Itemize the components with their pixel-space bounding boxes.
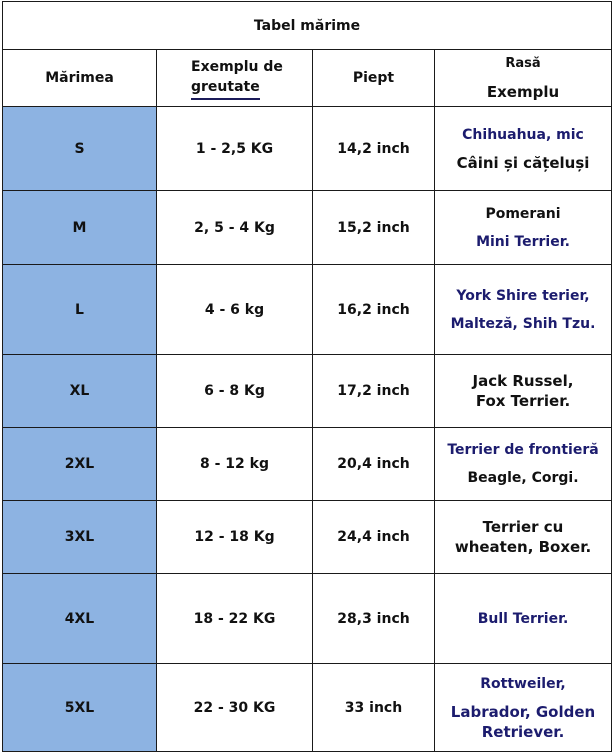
weight-cell: 2, 5 - 4 Kg bbox=[157, 191, 313, 265]
breed-line: Malteză, Shih Tzu. bbox=[450, 315, 596, 332]
header-weight-line2: greutate bbox=[191, 77, 260, 100]
weight-cell: 22 - 30 KG bbox=[157, 664, 313, 752]
size-cell: 5XL bbox=[3, 664, 157, 752]
breed-line: Jack Russel, bbox=[472, 372, 574, 390]
table-row bbox=[3, 428, 612, 501]
chest-cell: 15,2 inch bbox=[313, 191, 435, 265]
size-cell: S bbox=[3, 107, 157, 191]
size-cell: L bbox=[3, 265, 157, 355]
breed-line: Terrier cu bbox=[482, 518, 564, 536]
breed-cell bbox=[435, 428, 612, 501]
header-weight-line1: Exemplu de bbox=[191, 58, 283, 75]
breed-line: Chihuahua, mic bbox=[462, 126, 584, 143]
breed-line: York Shire terier, bbox=[456, 287, 590, 304]
header-size bbox=[3, 50, 157, 107]
chest-cell: 16,2 inch bbox=[313, 265, 435, 355]
breed-line: Retriever. bbox=[481, 722, 565, 741]
chest-cell: 17,2 inch bbox=[313, 355, 435, 428]
weight-cell: 6 - 8 Kg bbox=[157, 355, 313, 428]
breed-line: wheaten, Boxer. bbox=[454, 538, 592, 556]
size-cell: 4XL bbox=[3, 574, 157, 664]
breed-line: Mini Terrier. bbox=[476, 233, 570, 250]
header-chest-label: Piept bbox=[352, 70, 395, 86]
chest-cell: 14,2 inch bbox=[313, 107, 435, 191]
weight-cell: 18 - 22 KG bbox=[157, 574, 313, 664]
size-cell: 2XL bbox=[3, 428, 157, 501]
chest-cell: 24,4 inch bbox=[313, 501, 435, 574]
header-breed-line1: Rasă bbox=[505, 56, 541, 71]
header-breed bbox=[435, 50, 612, 107]
size-chart-table bbox=[2, 1, 612, 752]
weight-cell: 12 - 18 Kg bbox=[157, 501, 313, 574]
breed-cell bbox=[435, 501, 612, 574]
header-chest bbox=[313, 50, 435, 107]
table-row bbox=[3, 107, 612, 191]
table-row bbox=[3, 191, 612, 265]
table-row bbox=[3, 355, 612, 428]
breed-cell bbox=[435, 191, 612, 265]
breed-cell bbox=[435, 355, 612, 428]
size-cell: XL bbox=[3, 355, 157, 428]
breed-line: Terrier de frontieră bbox=[447, 442, 599, 458]
header-row bbox=[3, 50, 612, 107]
weight-cell: 8 - 12 kg bbox=[157, 428, 313, 501]
breed-line: Rottweiler, bbox=[480, 675, 566, 692]
title-row bbox=[3, 2, 612, 50]
header-weight bbox=[157, 50, 313, 107]
chest-cell: 20,4 inch bbox=[313, 428, 435, 501]
chest-cell: 33 inch bbox=[313, 664, 435, 752]
size-cell: 3XL bbox=[3, 501, 157, 574]
breed-line: Labrador, Golden bbox=[450, 702, 596, 721]
size-cell: M bbox=[3, 191, 157, 265]
breed-cell bbox=[435, 265, 612, 355]
breed-line: Beagle, Corgi. bbox=[467, 470, 579, 486]
table-row bbox=[3, 265, 612, 355]
table-row bbox=[3, 574, 612, 664]
breed-line: Pomerani bbox=[485, 205, 561, 222]
weight-cell: 4 - 6 kg bbox=[157, 265, 313, 355]
header-size-label: Mărimea bbox=[45, 70, 114, 86]
weight-cell: 1 - 2,5 KG bbox=[157, 107, 313, 191]
table-row bbox=[3, 501, 612, 574]
table-title: Tabel mărime bbox=[3, 2, 612, 50]
breed-cell bbox=[435, 664, 612, 752]
breed-cell bbox=[435, 574, 612, 664]
header-breed-line2: Exemplu bbox=[486, 83, 560, 101]
table-row bbox=[3, 664, 612, 752]
chest-cell: 28,3 inch bbox=[313, 574, 435, 664]
breed-line: Câini și cățeluși bbox=[456, 153, 590, 172]
breed-cell bbox=[435, 107, 612, 191]
breed-line: Fox Terrier. bbox=[475, 392, 571, 410]
breed-line: Bull Terrier. bbox=[477, 610, 569, 627]
